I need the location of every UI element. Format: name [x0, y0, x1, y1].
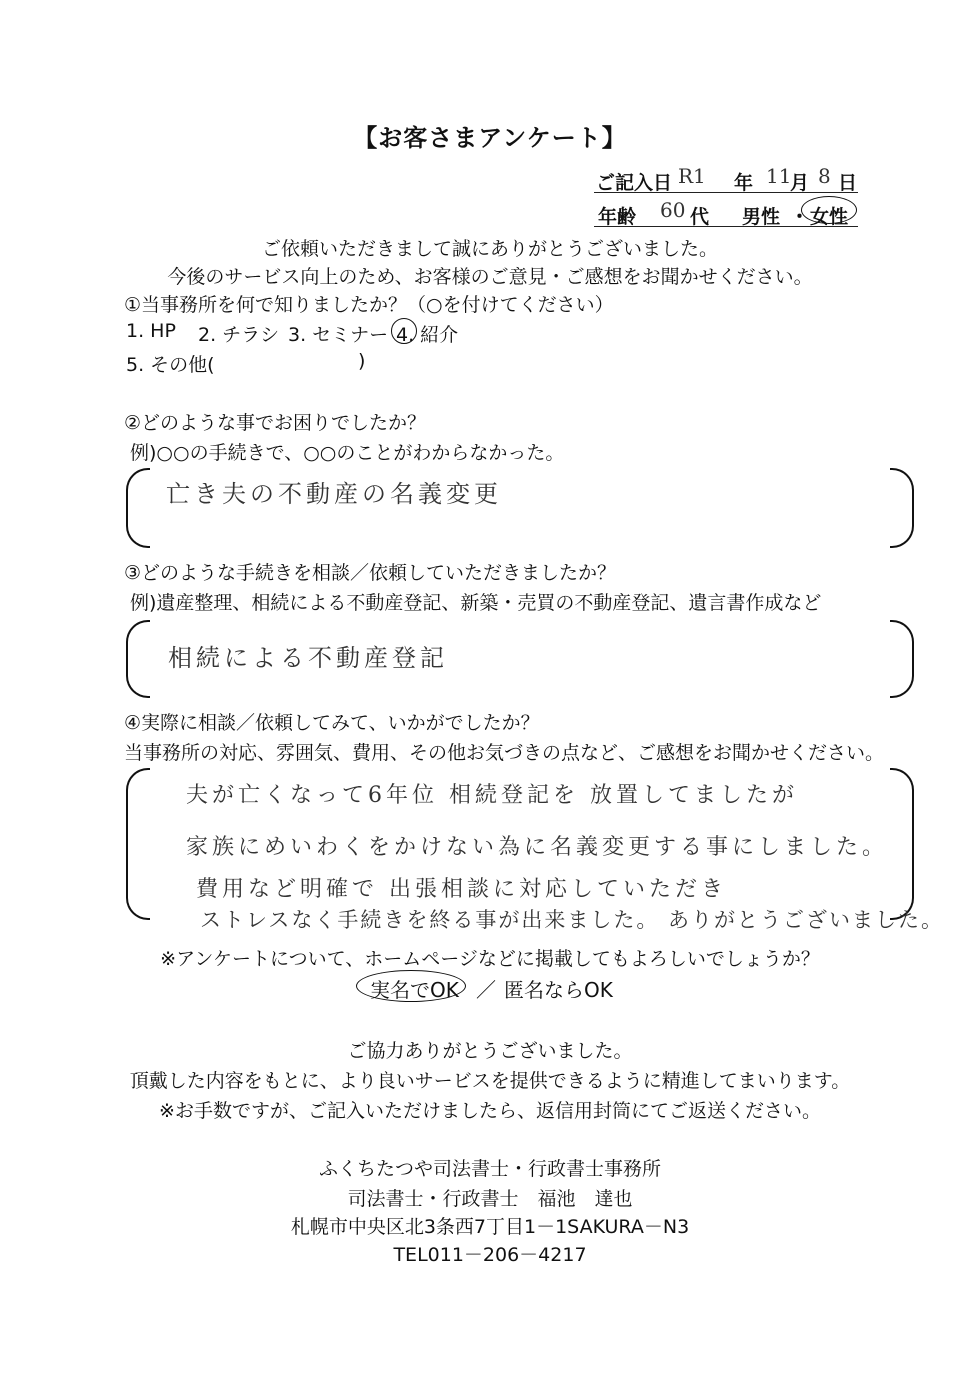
q3-answer-bracket-right [890, 620, 914, 698]
office-person: 司法書士・行政書士 福池 達也 [347, 1188, 633, 1210]
consent-separator: ／ [476, 978, 496, 1002]
age-label: 年齢 [598, 206, 637, 228]
q3-answer-bracket-left [126, 620, 150, 698]
date-era: R1 [678, 164, 706, 188]
q1-option-other-close: ) [358, 350, 366, 372]
gender-male: 男性 [742, 206, 781, 228]
gender-female: 女性 [810, 206, 849, 228]
q4-answer-line: 家族にめいわくをかけない為に名義変更する事にしました。 [186, 835, 889, 860]
q3-question: ③どのような手続きを相談／依頼していただきましたか？ [124, 562, 617, 584]
intro-line-1: ご依頼いただきまして誠にありがとうございました。 [261, 238, 718, 260]
q1-option-other: 5. その他( [126, 354, 215, 376]
date-underline [594, 192, 858, 193]
day-label: 日 [838, 172, 858, 194]
gender-selection-circle [801, 196, 857, 224]
q4-question: ④実際に相談／依頼してみて、いかがでしたか？ [124, 712, 540, 734]
page-title: 【お客さまアンケート】 [353, 124, 627, 152]
q2-answer-bracket-right [890, 468, 914, 548]
q1-option-flyer: 2. チラシ [198, 324, 280, 346]
gender-sep: ・ [790, 206, 810, 228]
consent-question: ※アンケートについて、ホームページなどに掲載してもよろしいでしょうか？ [160, 948, 820, 970]
age-value: 60 [660, 198, 686, 222]
q2-answer: 亡き夫の不動産の名義変更 [166, 480, 502, 508]
q4-answer-bracket-left [126, 768, 150, 920]
q4-answer-line: ストレスなく手続きを終る事が出来ました。 ありがとうございました。 [200, 908, 945, 932]
q4-answer-bracket-right [890, 768, 914, 920]
month-label: 月 [790, 172, 810, 194]
q2-answer-bracket-left [126, 468, 150, 548]
closing-line-3: ※お手数ですが、ご記入いただけましたら、返信用封筒にてご返送ください。 [159, 1100, 821, 1122]
q4-answer-line: 夫が亡くなって6年位 相続登記を 放置してましたが [186, 783, 798, 808]
month-value: 11 [766, 164, 792, 188]
q2-example: 例)○○の手続きで、○○のことがわからなかった。 [130, 442, 565, 464]
date-label: ご記入日 [596, 172, 673, 194]
q4-answer-line: 費用など明確で 出張相談に対応していただき [196, 877, 727, 902]
year-label: 年 [734, 172, 754, 194]
q1-option-hp: 1. HP [126, 320, 176, 342]
closing-line-2: 頂戴した内容をもとに、より良いサービスを提供できるように精進してまいります。 [129, 1070, 851, 1092]
consent-real-name: 実名でOK [370, 978, 459, 1002]
age-underline [594, 226, 858, 227]
office-address: 札幌市中央区北3条西7丁目1－1SAKURA－N3 [290, 1216, 690, 1238]
q4-prompt: 当事務所の対応、雰囲気、費用、その他お気づきの点など、ご感想をお聞かせください。 [124, 742, 885, 764]
q3-answer: 相続による不動産登記 [168, 644, 448, 672]
day-value: 8 [818, 164, 831, 188]
q1-option-referral: 4. 紹介 [396, 324, 459, 346]
consent-selection-circle [356, 970, 466, 1002]
consent-anonymous: 匿名ならOK [504, 978, 613, 1002]
q1-option-seminar: 3. セミナー [288, 324, 389, 346]
q1-question: ①当事務所を何で知りましたか？（○を付けてください） [124, 294, 614, 316]
closing-line-1: ご協力ありがとうございました。 [347, 1040, 633, 1062]
q2-question: ②どのような事でお困りでしたか？ [124, 412, 427, 434]
q1-selection-circle [391, 318, 417, 344]
q3-example: 例)遺産整理、相続による不動産登記、新築・売買の不動産登記、遺言書作成など [130, 592, 822, 614]
office-name: ふくちたつや司法書士・行政書士事務所 [318, 1158, 661, 1180]
office-tel: TEL011－206－4217 [393, 1244, 587, 1266]
age-unit: 代 [690, 206, 710, 228]
intro-line-2: 今後のサービス向上のため、お客様のご意見・ご感想をお聞かせください。 [167, 266, 813, 288]
